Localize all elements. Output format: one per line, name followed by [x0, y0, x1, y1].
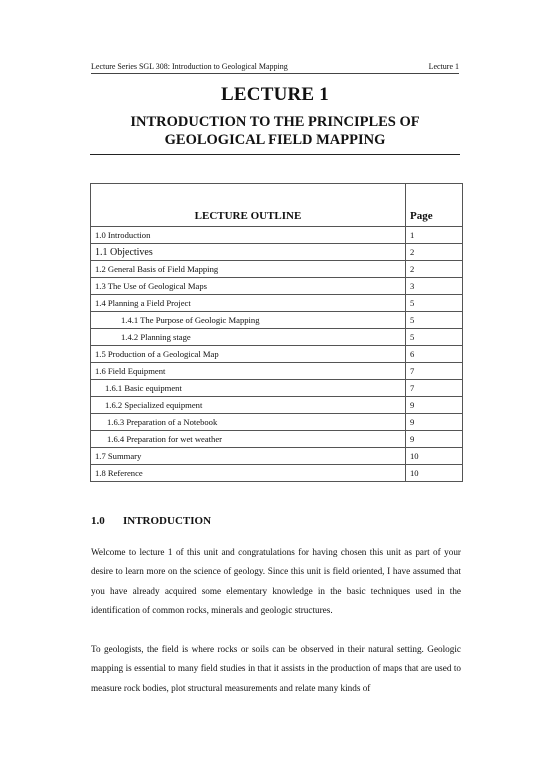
outline-page: 1 — [406, 227, 463, 244]
outline-item: 1.8 Reference — [91, 465, 406, 482]
outline-row — [91, 397, 463, 414]
outline-page: 5 — [406, 312, 463, 329]
outline-item: 1.0 Introduction — [91, 227, 406, 244]
outline-item: 1.6.1 Basic equipment — [91, 380, 406, 397]
title-divider — [90, 154, 460, 155]
section-number: 1.0 — [91, 515, 105, 527]
header-lecture-number: Lecture 1 — [428, 62, 459, 71]
outline-row — [91, 414, 463, 431]
outline-heading: LECTURE OUTLINE — [91, 184, 406, 227]
outline-page-heading: Page — [406, 184, 463, 227]
outline-item: 1.4.1 The Purpose of Geologic Mapping — [91, 312, 406, 329]
outline-page: 9 — [406, 414, 463, 431]
outline-item: 1.7 Summary — [91, 448, 406, 465]
outline-page: 2 — [406, 261, 463, 278]
outline-item: 1.1 Objectives — [91, 244, 406, 261]
outline-row — [91, 465, 463, 482]
lecture-outline-table — [90, 183, 463, 482]
outline-page: 5 — [406, 329, 463, 346]
outline-row — [91, 278, 463, 295]
outline-row — [91, 261, 463, 278]
outline-row — [91, 329, 463, 346]
outline-row — [91, 244, 463, 261]
outline-item: 1.3 The Use of Geological Maps — [91, 278, 406, 295]
outline-page: 7 — [406, 363, 463, 380]
outline-page: 7 — [406, 380, 463, 397]
outline-item: 1.6.3 Preparation of a Notebook — [91, 414, 406, 431]
section-title: INTRODUCTION — [123, 515, 212, 527]
body-paragraph: To geologists, the field is where rocks or soils can be observed in their natural setting. Geologic mapping is essential to many field studies in that it assists in the production of maps that are used to measure rock bodies, plot structural measurements and relate many kinds of — [91, 644, 461, 693]
outline-page: 10 — [406, 465, 463, 482]
outline-row — [91, 431, 463, 448]
outline-page: 2 — [406, 244, 463, 261]
outline-row — [91, 380, 463, 397]
outline-item: 1.6.2 Specialized equipment — [91, 397, 406, 414]
header-course-title: Lecture Series SGL 308: Introduction to Geological Mapping — [91, 62, 288, 71]
outline-page: 3 — [406, 278, 463, 295]
outline-page: 6 — [406, 346, 463, 363]
outline-item: 1.5 Production of a Geological Map — [91, 346, 406, 363]
outline-row — [91, 448, 463, 465]
page-title: LECTURE 1 — [221, 84, 329, 105]
outline-page: 5 — [406, 295, 463, 312]
outline-item: 1.4.2 Planning stage — [91, 329, 406, 346]
outline-page: 10 — [406, 448, 463, 465]
outline-row — [91, 346, 463, 363]
outline-item: 1.6 Field Equipment — [91, 363, 406, 380]
running-header — [91, 62, 459, 74]
outline-item: 1.2 General Basis of Field Mapping — [91, 261, 406, 278]
outline-header-row — [91, 184, 463, 227]
outline-item: 1.4 Planning a Field Project — [91, 295, 406, 312]
body-paragraph: Welcome to lecture 1 of this unit and congratulations for having chosen this unit as part of your desire to learn more on the science of geology. Since this unit is field oriented, I have assumed that you have already acquired some elementary knowledge in the basic techniques used in the identification of common rocks, minerals and geologic structures. — [91, 547, 461, 615]
outline-row — [91, 363, 463, 380]
outline-page: 9 — [406, 397, 463, 414]
outline-row — [91, 312, 463, 329]
section-heading — [91, 515, 211, 527]
page-subtitle: INTRODUCTION TO THE PRINCIPLES OF GEOLOGICAL FIELD MAPPING — [130, 114, 420, 148]
outline-row — [91, 295, 463, 312]
outline-page: 9 — [406, 431, 463, 448]
outline-row — [91, 227, 463, 244]
outline-item: 1.6.4 Preparation for wet weather — [91, 431, 406, 448]
